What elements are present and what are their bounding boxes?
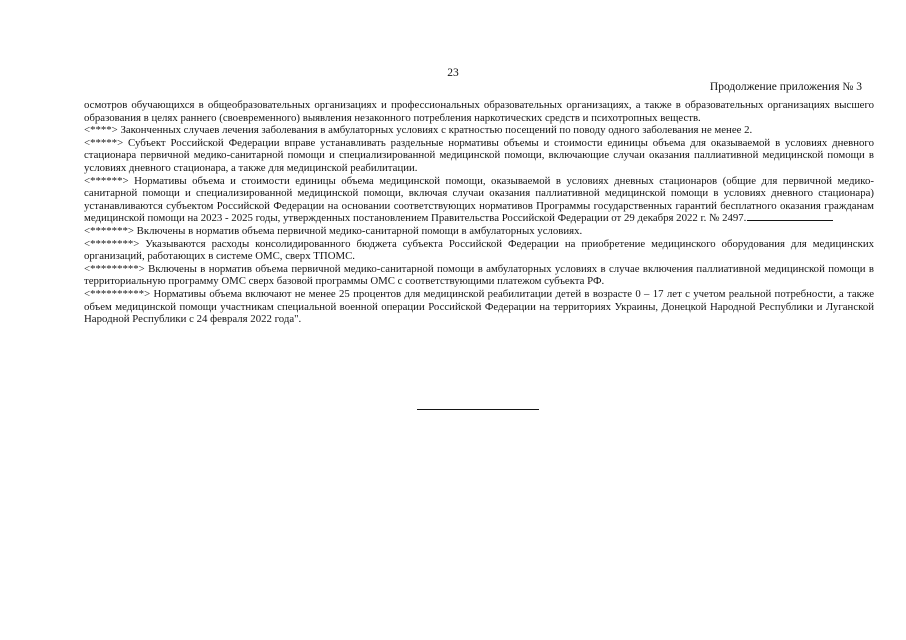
footnote-7-stars: <*******> Включены в норматив объема первичной медико-санитарной помощи в амбулаторных условиях. xyxy=(84,224,583,237)
page-number: 23 xyxy=(447,67,459,79)
footnote-6-stars xyxy=(84,175,874,225)
blank-underline xyxy=(747,220,833,221)
footnote-4-stars: <****> Законченных случаев лечения заболевания в амбулаторных условиях с кратностью посещений по поводу одного заболевания не менее 2. xyxy=(84,124,753,137)
footnote-9-stars: <*********> Включены в норматив объема первичной медико-санитарной помощи в амбулаторных условиях в случае включения паллиативной медицинской помощи в территориальную программу ОМС сверх базовой программы ОМС с соответствующими платежом субъекта РФ. xyxy=(84,262,874,288)
footnote-8-stars: <********> Указываются расходы консолидированного бюджета субъекта Российской Федерации на приобретение медицинского оборудования для медицинских организаций, работающих в системе ОМС, сверх ТПОМС. xyxy=(84,237,874,263)
footnote-10-stars: <**********> Нормативы объема включают не менее 25 процентов для медицинской реабилитации детей в возрасте 0 – 17 лет с учетом реальной потребности, а также объем медицинской помощи участникам специальной военной операции Российской Федерации на территориях Украины, Донецкой Народной Республики и Луганской Народной Республики с 24 февраля 2022 года". xyxy=(84,287,874,326)
footnote-6-stars-text: <******> Нормативы объема и стоимости единицы объема медицинской помощи, оказываемой в условиях дневных стационаров (общие для первичной медико-санитарной помощи и специализированной медицинской помощи, включая случаи оказания паллиативной медицинской помощи в условиях дневного стационара) устанавливаются субъектом Российской Федерации на основании соответствующих нормативов Программы государственных гарантий бесплатного оказания гражданам медицинской помощи на 2023 - 2025 годы, утвержденных постановлением Правительства Российской Федерации от 29 декабря 2022 г. № 2497. xyxy=(84,174,874,225)
footnote-5-stars: <*****> Субъект Российской Федерации вправе устанавливать раздельные нормативы объемы и стоимости единицы объема для оказываемой в условиях дневного стационара первичной медико-санитарной помощи и специализированной медицинской помощи, включающие случаи оказания паллиативной медицинской помощи в условиях дневного стационара, а также для медицинской реабилитации. xyxy=(84,136,874,174)
end-of-document-rule xyxy=(417,409,539,410)
footnotes-body xyxy=(84,99,874,326)
appendix-continuation-label: Продолжение приложения № 3 xyxy=(709,81,862,93)
paragraph-continuation: осмотров обучающихся в общеобразовательных организациях и профессиональных образовательных организациях, а также в образовательных организациях высшего образования в целях раннего (своевременного) выявления незаконного потребления наркотических средств и психотропных веществ. xyxy=(84,99,874,124)
